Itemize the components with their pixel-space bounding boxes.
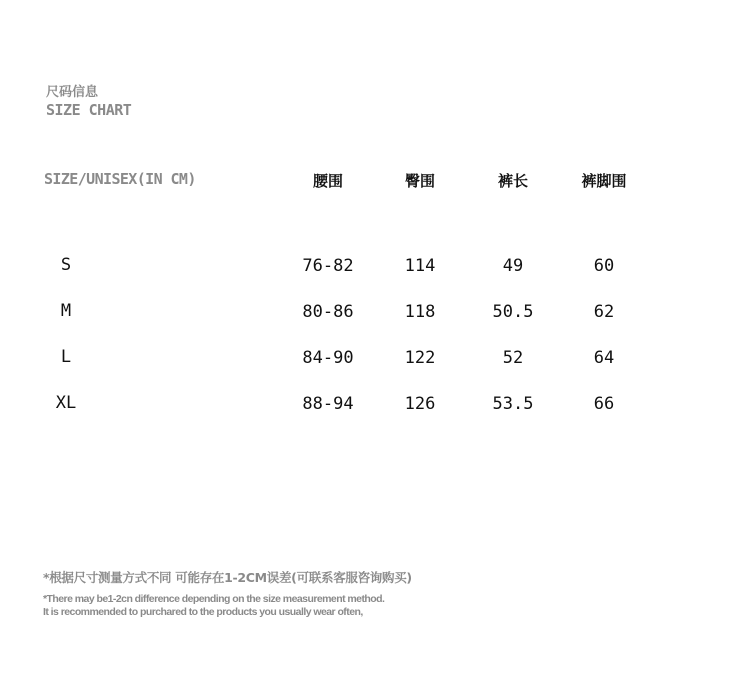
- size-label: L: [60, 347, 72, 367]
- column-header-hip: 臀围: [404, 172, 436, 190]
- leg-opening-value: 60: [593, 256, 615, 276]
- pants-length-value: 50.5: [492, 302, 534, 322]
- pants-length-value: 52: [502, 348, 524, 368]
- pants-length-value: 53.5: [492, 394, 534, 414]
- size-label: S: [60, 255, 72, 275]
- hip-value: 114: [404, 256, 436, 276]
- waist-value: 84-90: [302, 348, 354, 368]
- column-header-pants-length: 裤长: [497, 172, 529, 190]
- hip-value: 118: [404, 302, 436, 322]
- column-header-leg-opening: 裤脚围: [581, 172, 627, 190]
- leg-opening-value: 64: [593, 348, 615, 368]
- waist-value: 88-94: [302, 394, 354, 414]
- waist-value: 76-82: [302, 256, 354, 276]
- waist-value: 80-86: [302, 302, 354, 322]
- hip-value: 126: [404, 394, 436, 414]
- title-chinese: 尺码信息: [46, 85, 99, 100]
- leg-opening-value: 66: [593, 394, 615, 414]
- note-english-line-2: It is recommended to purchared to the products you usually wear often,: [43, 606, 363, 618]
- column-header-waist: 腰围: [312, 172, 344, 190]
- leg-opening-value: 62: [593, 302, 615, 322]
- note-chinese: *根据尺寸测量方式不同 可能存在1-2CM误差(可联系客服咨询购买): [43, 570, 412, 585]
- note-english-line-1: *There may be1-2cn difference depending on the size measurement method.: [43, 593, 385, 605]
- hip-value: 122: [404, 348, 436, 368]
- size-column-header: SIZE/UNISEX(IN CM): [44, 170, 196, 188]
- pants-length-value: 49: [502, 256, 524, 276]
- size-label: XL: [55, 393, 77, 413]
- title-english: SIZE CHART: [46, 101, 132, 119]
- size-label: M: [60, 301, 72, 321]
